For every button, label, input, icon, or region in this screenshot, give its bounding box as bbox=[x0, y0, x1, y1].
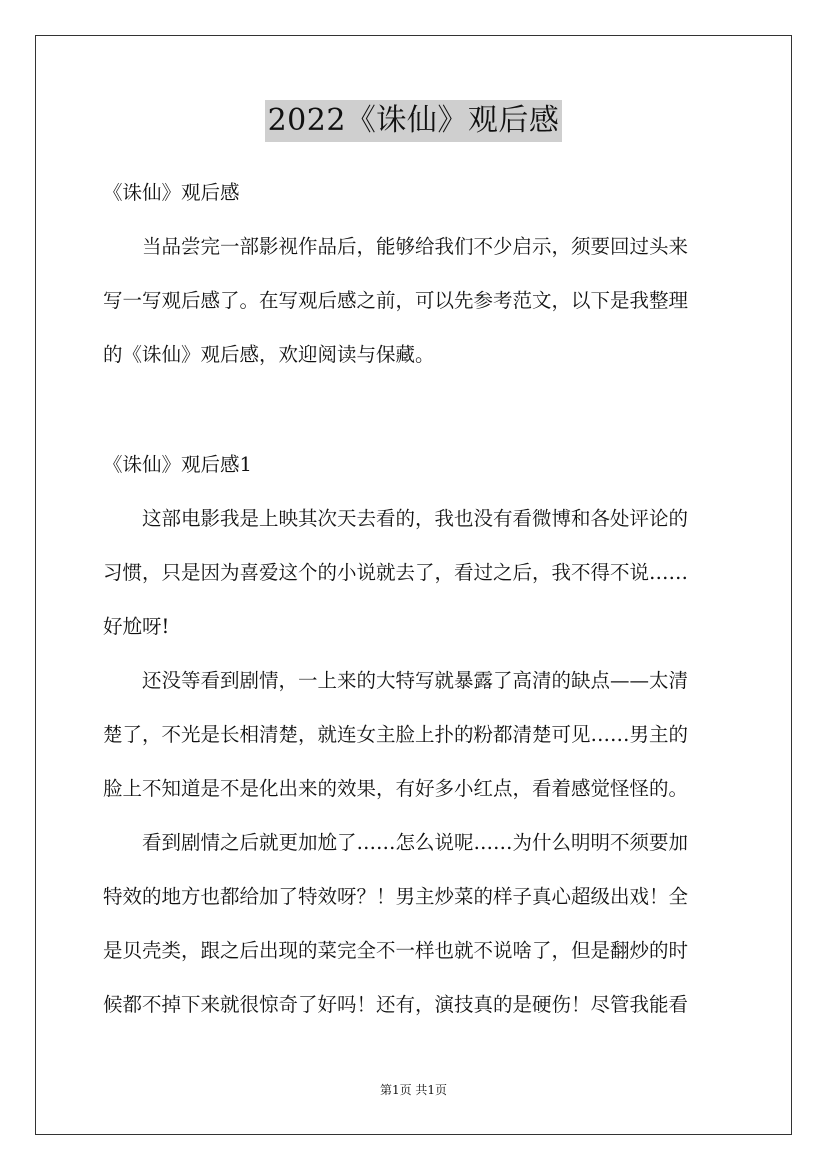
paragraph-line: 还没等看到剧情，一上来的大特写就暴露了高清的缺点——太清 bbox=[142, 669, 689, 692]
intro-line: 写一写观后感了。在写观后感之前，可以先参考范文，以下是我整理 bbox=[103, 289, 689, 312]
paragraph-line: 脸上不知道是不是化出来的效果，有好多小红点，看着感觉怪怪的。 bbox=[103, 777, 689, 800]
paragraph-line: 楚了，不光是长相清楚，就连女主脸上扑的粉都清楚可见……男主的 bbox=[103, 723, 689, 746]
paragraph-line: 好尬呀! bbox=[103, 615, 170, 638]
paragraph-line: 候都不掉下来就很惊奇了好吗！还有，演技真的是硬伤！尽管我能看 bbox=[103, 993, 689, 1016]
paragraph-line: 习惯，只是因为喜爱这个的小说就去了，看过之后，我不得不说…… bbox=[103, 561, 689, 584]
section-heading: 《诛仙》观后感 bbox=[103, 181, 240, 204]
intro-line: 的《诛仙》观后感，欢迎阅读与保藏。 bbox=[103, 343, 435, 366]
title-container bbox=[0, 100, 827, 142]
document-title: 2022《诛仙》观后感 bbox=[265, 100, 563, 142]
intro-line: 当品尝完一部影视作品后，能够给我们不少启示，须要回过头来 bbox=[142, 235, 689, 258]
page-footer: 第1页 共1页 bbox=[379, 1083, 448, 1097]
paragraph-line: 这部电影我是上映其次天去看的，我也没有看微博和各处评论的 bbox=[142, 507, 689, 530]
paragraph-line: 特效的地方也都给加了特效呀？！男主炒菜的样子真心超级出戏！全 bbox=[103, 885, 689, 908]
paragraph-line: 看到剧情之后就更加尬了……怎么说呢……为什么明明不须要加 bbox=[142, 831, 689, 854]
section-heading: 《诛仙》观后感1 bbox=[103, 453, 252, 476]
paragraph-line: 是贝壳类，跟之后出现的菜完全不一样也就不说啥了，但是翻炒的时 bbox=[103, 939, 689, 962]
